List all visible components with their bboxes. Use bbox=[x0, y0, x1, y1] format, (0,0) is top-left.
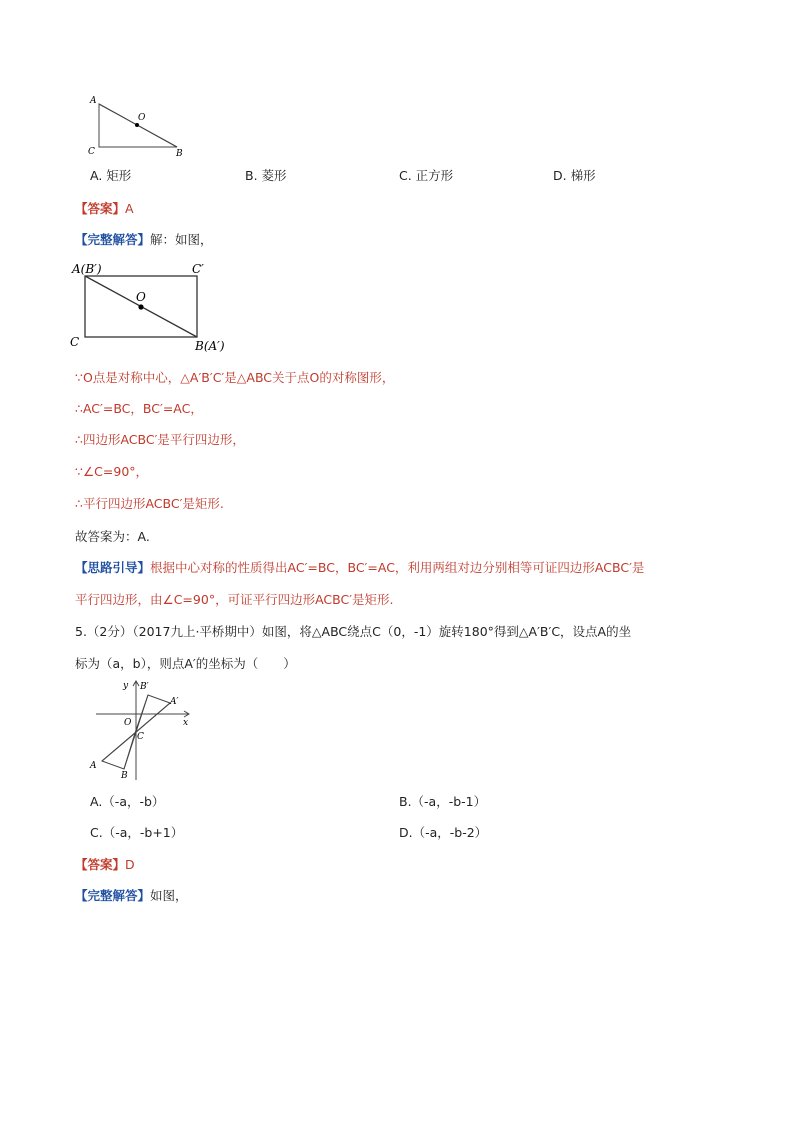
solution-tag: 【完整解答】 bbox=[75, 232, 151, 247]
q5-option-b[interactable]: B.（-a，-b-1） bbox=[399, 794, 487, 809]
q4-hint bbox=[75, 558, 644, 576]
solution-intro: 如图， bbox=[150, 888, 188, 903]
hint-tag: 【思路引导】 bbox=[75, 560, 151, 575]
point-o bbox=[135, 123, 139, 127]
label-o: O bbox=[138, 113, 146, 123]
answer-value: A bbox=[125, 201, 134, 216]
label-c: C bbox=[88, 147, 95, 157]
label-a: A bbox=[90, 96, 97, 106]
label-a-prime: A′ bbox=[170, 697, 179, 707]
solution-intro: 解：如图， bbox=[150, 232, 213, 247]
q4-hint-line-2: 平行四边形，由∠C=90°，可证平行四边形ACBC′是矩形. bbox=[75, 592, 394, 607]
answer-tag: 【答案】 bbox=[75, 201, 126, 216]
q4-option-c[interactable]: C. 正方形 bbox=[399, 168, 454, 183]
q4-triangle-figure bbox=[84, 92, 194, 162]
q5-answer bbox=[75, 855, 135, 873]
label-b: B bbox=[176, 149, 183, 159]
q4-option-b[interactable]: B. 菱形 bbox=[245, 168, 287, 183]
proof-line-3: ∴四边形ACBC′是平行四边形， bbox=[75, 432, 245, 447]
label-c: C bbox=[70, 335, 80, 349]
q5-option-d[interactable]: D.（-a，-b-2） bbox=[399, 825, 488, 840]
label-y: y bbox=[123, 681, 129, 691]
q5-option-c[interactable]: C.（-a，-b+1） bbox=[90, 825, 184, 840]
proof-line-5: ∴平行四边形ACBC′是矩形. bbox=[75, 496, 224, 511]
q4-solution-heading bbox=[75, 230, 213, 248]
q5-stem-line-1: 5.（2分）（2017九上·平桥期中）如图，将△ABC绕点C（0，-1）旋转180°得到△A′B′C，设点A的坐 bbox=[75, 624, 632, 639]
q4-option-a[interactable]: A. 矩形 bbox=[90, 168, 132, 183]
label-c-prime: C′ bbox=[192, 262, 204, 276]
label-c: C bbox=[137, 732, 144, 742]
solution-tag: 【完整解答】 bbox=[75, 888, 151, 903]
label-b-prime: B′ bbox=[140, 682, 149, 692]
proof-line-4: ∵∠C=90°， bbox=[75, 464, 149, 479]
label-x: x bbox=[183, 718, 189, 728]
label-a-b-prime: A(B′) bbox=[72, 262, 102, 276]
answer-tag: 【答案】 bbox=[75, 857, 126, 872]
hint-text-1: 根据中心对称的性质得出AC′=BC，BC′=AC，利用两组对边分别相等可证四边形ACBC′是 bbox=[150, 560, 645, 575]
q5-stem-line-2: 标为（a，b），则点A′的坐标为（ ） bbox=[75, 656, 296, 671]
center-point bbox=[138, 304, 143, 309]
label-b: B bbox=[121, 771, 128, 781]
q5-solution-heading bbox=[75, 886, 188, 904]
q4-option-d[interactable]: D. 梯形 bbox=[553, 168, 596, 183]
q5-rotation-figure bbox=[86, 677, 198, 783]
q4-rectangle-figure bbox=[66, 256, 246, 356]
proof-line-2: ∴AC′=BC，BC′=AC， bbox=[75, 401, 203, 416]
label-a: A bbox=[90, 761, 97, 771]
label-b-a-prime: B(A′) bbox=[195, 339, 225, 353]
q5-option-a[interactable]: A.（-a，-b） bbox=[90, 794, 165, 809]
q4-answer bbox=[75, 199, 134, 217]
label-o: O bbox=[124, 718, 132, 728]
answer-value: D bbox=[125, 857, 135, 872]
label-o: O bbox=[136, 290, 146, 304]
q4-conclusion: 故答案为：A. bbox=[75, 529, 150, 544]
proof-line-1: ∵O点是对称中心，△A′B′C′是△ABC关于点O的对称图形， bbox=[75, 370, 395, 385]
